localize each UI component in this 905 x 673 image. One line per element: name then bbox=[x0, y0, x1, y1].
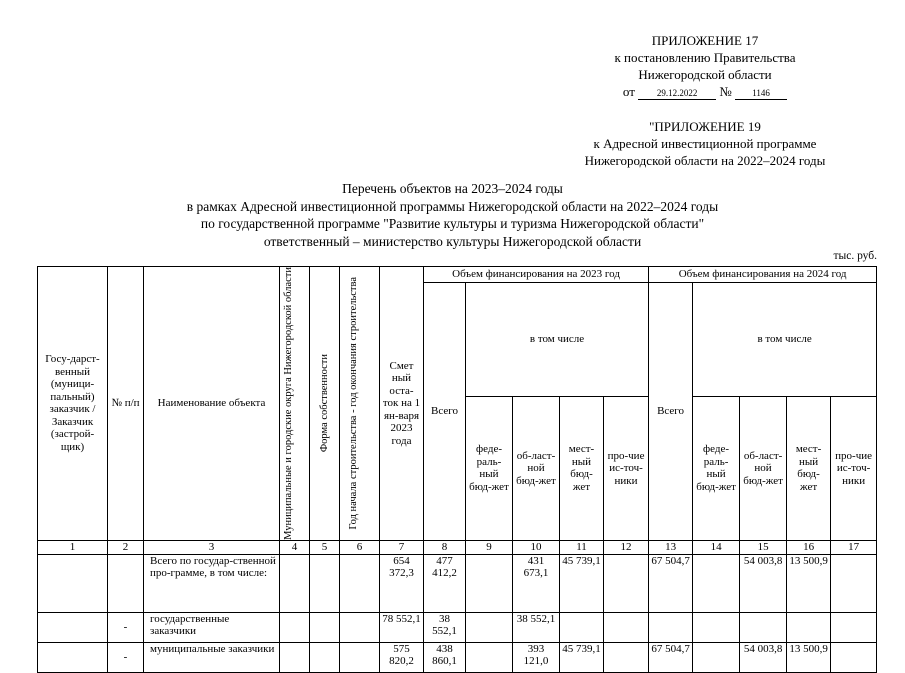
cell-regional-2024: 54 003,8 bbox=[740, 554, 787, 612]
header-other-2024: про-чие ис-точ-ники bbox=[831, 396, 877, 540]
cell-balance: 78 552,1 bbox=[380, 612, 424, 642]
header-years-text: Год начала строительства - год окончания строительства bbox=[347, 277, 359, 530]
header-financing-2024: Объем финансирования на 2024 год bbox=[649, 267, 877, 283]
cell-object-name: государственные заказчики bbox=[144, 612, 280, 642]
header-regional-2023: об-ласт-ной бюд-жет bbox=[513, 396, 560, 540]
cell-total-2023: 477 412,2 bbox=[424, 554, 466, 612]
column-number: 11 bbox=[560, 540, 604, 554]
header-object-name: Наименование объекта bbox=[144, 267, 280, 541]
appendix-17-title: ПРИЛОЖЕНИЕ 17 bbox=[651, 33, 759, 48]
header-federal-2023: феде-раль-ный бюд-жет bbox=[466, 396, 513, 540]
cell-federal-2024 bbox=[693, 554, 740, 612]
column-number: 17 bbox=[831, 540, 877, 554]
cell-regional-2023: 431 673,1 bbox=[513, 554, 560, 612]
cell-regional-2024 bbox=[740, 612, 787, 642]
cell-years bbox=[340, 554, 380, 612]
cell-total-2024: 67 504,7 bbox=[649, 554, 693, 612]
column-number: 4 bbox=[280, 540, 310, 554]
cell-customer bbox=[38, 642, 108, 672]
cell-local-2023 bbox=[560, 612, 604, 642]
appendix-17-date-line bbox=[520, 83, 890, 100]
cell-number: - bbox=[108, 612, 144, 642]
cell-other-2023 bbox=[604, 554, 649, 612]
cell-regional-2023: 393 121,0 bbox=[513, 642, 560, 672]
cell-years bbox=[340, 642, 380, 672]
table-row bbox=[38, 612, 877, 642]
cell-federal-2023 bbox=[466, 612, 513, 642]
cell-object-name: Всего по государ-ственной про-грамме, в том числе: bbox=[144, 554, 280, 612]
header-regional-2024: об-ласт-ной бюд-жет bbox=[740, 396, 787, 540]
cell-total-2023: 38 552,1 bbox=[424, 612, 466, 642]
title-line-2: в рамках Адресной инвестиционной программы Нижегородской области на 2022–2024 годы bbox=[186, 198, 719, 214]
cell-other-2024 bbox=[831, 612, 877, 642]
column-number: 8 bbox=[424, 540, 466, 554]
header-total-2024: Всего bbox=[649, 283, 693, 541]
cell-other-2023 bbox=[604, 642, 649, 672]
number-value: 1146 bbox=[735, 88, 787, 100]
header-federal-2024: феде-раль-ный бюд-жет bbox=[693, 396, 740, 540]
cell-local-2023: 45 739,1 bbox=[560, 642, 604, 672]
header-financing-2023: Объем финансирования на 2023 год bbox=[424, 267, 649, 283]
header-other-2023: про-чие ис-точ-ники bbox=[604, 396, 649, 540]
appendix-17-header bbox=[520, 32, 890, 100]
appendix-17-line2: Нижегородской области bbox=[638, 67, 772, 82]
column-number: 16 bbox=[787, 540, 831, 554]
column-number: 7 bbox=[380, 540, 424, 554]
cell-object-name: муниципальные заказчики bbox=[144, 642, 280, 672]
column-number: 13 bbox=[649, 540, 693, 554]
column-number: 3 bbox=[144, 540, 280, 554]
appendix-19-header bbox=[520, 118, 890, 169]
cell-years bbox=[340, 612, 380, 642]
cell-ownership bbox=[310, 612, 340, 642]
column-number: 1 bbox=[38, 540, 108, 554]
column-number: 10 bbox=[513, 540, 560, 554]
cell-total-2023: 438 860,1 bbox=[424, 642, 466, 672]
cell-customer bbox=[38, 612, 108, 642]
header-customer: Госу-дарст-венный (муници-пальный) заказчик / Заказчик (застрой-щик) bbox=[38, 267, 108, 541]
header-municipal-districts bbox=[280, 267, 310, 541]
cell-regional-2024: 54 003,8 bbox=[740, 642, 787, 672]
header-number: № п/п bbox=[108, 267, 144, 541]
cell-ownership bbox=[310, 642, 340, 672]
cell-municipal bbox=[280, 554, 310, 612]
header-total-2023: Всего bbox=[424, 283, 466, 541]
cell-total-2024: 67 504,7 bbox=[649, 642, 693, 672]
column-number: 2 bbox=[108, 540, 144, 554]
column-number: 6 bbox=[340, 540, 380, 554]
title-line-4: ответственный – министерство культуры Нижегородской области bbox=[263, 233, 642, 249]
cell-number: - bbox=[108, 642, 144, 672]
appendix-19-line2: Нижегородской области на 2022–2024 годы bbox=[584, 153, 826, 168]
appendix-19-line1: к Адресной инвестиционной программе bbox=[593, 136, 817, 151]
header-local-2024: мест-ный бюд-жет bbox=[787, 396, 831, 540]
cell-federal-2024 bbox=[693, 642, 740, 672]
cell-municipal bbox=[280, 642, 310, 672]
cell-local-2024: 13 500,9 bbox=[787, 642, 831, 672]
units-label: тыс. руб. bbox=[833, 250, 877, 262]
number-prefix: № bbox=[719, 84, 732, 99]
column-number-row bbox=[38, 540, 877, 554]
cell-municipal bbox=[280, 612, 310, 642]
appendix-19-title: "ПРИЛОЖЕНИЕ 19 bbox=[649, 119, 761, 134]
date-prefix: от bbox=[622, 84, 635, 99]
table-row bbox=[38, 554, 877, 612]
cell-federal-2023 bbox=[466, 642, 513, 672]
cell-ownership bbox=[310, 554, 340, 612]
cell-customer bbox=[38, 554, 108, 612]
cell-balance: 575 820,2 bbox=[380, 642, 424, 672]
cell-local-2023: 45 739,1 bbox=[560, 554, 604, 612]
header-ownership bbox=[310, 267, 340, 541]
cell-other-2023 bbox=[604, 612, 649, 642]
table-row bbox=[38, 642, 877, 672]
header-including-2023: в том числе bbox=[466, 283, 649, 397]
title-line-1: Перечень объектов на 2023–2024 годы bbox=[342, 181, 563, 196]
cell-balance: 654 372,3 bbox=[380, 554, 424, 612]
header-municipal-text: Муниципальные и городские округа Нижегородской области bbox=[282, 267, 294, 540]
cell-other-2024 bbox=[831, 554, 877, 612]
header-local-2023: мест-ный бюд-жет bbox=[560, 396, 604, 540]
cell-regional-2023: 38 552,1 bbox=[513, 612, 560, 642]
cell-federal-2023 bbox=[466, 554, 513, 612]
date-value: 29.12.2022 bbox=[638, 88, 716, 100]
header-estimated-balance: Смет ный оста-ток на 1 ян-варя 2023 года bbox=[380, 267, 424, 541]
header-construction-years bbox=[340, 267, 380, 541]
cell-local-2024: 13 500,9 bbox=[787, 554, 831, 612]
header-ownership-text: Форма собственности bbox=[318, 354, 330, 453]
appendix-17-line1: к постановлению Правительства bbox=[614, 50, 796, 65]
column-number: 9 bbox=[466, 540, 513, 554]
header-including-2024: в том числе bbox=[693, 283, 877, 397]
document-title bbox=[0, 180, 905, 250]
column-number: 15 bbox=[740, 540, 787, 554]
cell-federal-2024 bbox=[693, 612, 740, 642]
column-number: 12 bbox=[604, 540, 649, 554]
cell-other-2024 bbox=[831, 642, 877, 672]
column-number: 14 bbox=[693, 540, 740, 554]
title-line-3: по государственной программе "Развитие культуры и туризма Нижегородской области" bbox=[200, 216, 705, 231]
cell-local-2024 bbox=[787, 612, 831, 642]
cell-total-2024 bbox=[649, 612, 693, 642]
cell-number bbox=[108, 554, 144, 612]
column-number: 5 bbox=[310, 540, 340, 554]
objects-table bbox=[37, 266, 877, 673]
